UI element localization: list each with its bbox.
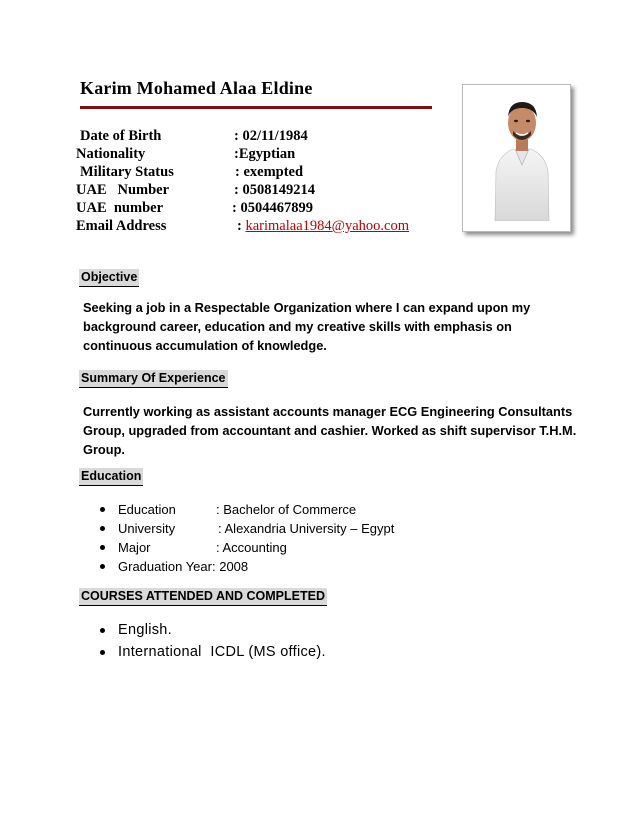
list-item: English. bbox=[100, 619, 326, 641]
info-row-military bbox=[76, 164, 456, 182]
email-label: Email Address bbox=[76, 218, 167, 234]
nationality-value: :Egyptian bbox=[234, 146, 296, 162]
list-item bbox=[100, 538, 394, 557]
objective-heading: Objective bbox=[79, 269, 139, 287]
info-row-email bbox=[76, 218, 456, 236]
graduation-key: Graduation Year bbox=[118, 559, 212, 574]
list-item bbox=[100, 519, 394, 538]
nationality-label: Nationality bbox=[76, 146, 146, 162]
list-item bbox=[100, 500, 394, 519]
dob-value: : 02/11/1984 bbox=[234, 128, 308, 144]
graduation-value: : 2008 bbox=[212, 559, 249, 574]
education-key: Education bbox=[118, 502, 176, 517]
courses-list bbox=[100, 619, 326, 663]
candidate-name: Karim Mohamed Alaa Eldine bbox=[80, 78, 313, 98]
military-value: : exempted bbox=[235, 164, 304, 180]
info-row-nationality bbox=[76, 146, 456, 164]
military-label: Military Status bbox=[80, 164, 174, 180]
info-row-uae-number-2 bbox=[76, 200, 456, 218]
major-key: Major bbox=[118, 540, 151, 555]
university-value: : Alexandria University – Egypt bbox=[218, 521, 395, 536]
objective-text: Seeking a job in a Respectable Organization where I can expand upon my background career, education and my creative skills with emphasis on continuous accumulation of knowledge. bbox=[83, 300, 531, 353]
email-value-wrap bbox=[237, 218, 409, 235]
education-heading: Education bbox=[79, 468, 143, 486]
list-item bbox=[100, 557, 394, 576]
experience-heading: Summary Of Experience bbox=[79, 370, 228, 388]
name-underline-rule bbox=[80, 106, 432, 109]
university-key: University bbox=[118, 521, 176, 536]
major-value: : Accounting bbox=[216, 540, 287, 555]
uae-number-2-label: UAE number bbox=[76, 200, 164, 216]
info-row-dob bbox=[76, 128, 456, 146]
courses-heading: COURSES ATTENDED AND COMPLETED bbox=[79, 588, 327, 606]
profile-photo-icon bbox=[493, 93, 551, 221]
info-row-uae-number-1 bbox=[76, 182, 456, 200]
uae-number-1-value: : 0508149214 bbox=[234, 182, 315, 198]
list-item: International ICDL (MS office). bbox=[100, 641, 326, 663]
education-list bbox=[100, 500, 394, 576]
dob-label: Date of Birth bbox=[80, 128, 162, 144]
profile-photo-frame bbox=[462, 84, 571, 232]
uae-number-2-value: : 0504467899 bbox=[232, 200, 313, 216]
experience-text: Currently working as assistant accounts manager ECG Engineering Consultants Group, upgraded from accountant and cashier. Worked as shift supervisor T.H.M. Group. bbox=[83, 404, 577, 457]
education-value: : Bachelor of Commerce bbox=[216, 502, 357, 517]
email-colon: : bbox=[237, 218, 246, 234]
personal-info bbox=[76, 128, 456, 236]
uae-number-1-label: UAE Number bbox=[76, 182, 170, 198]
email-link[interactable]: karimalaa1984@yahoo.com bbox=[245, 218, 410, 234]
